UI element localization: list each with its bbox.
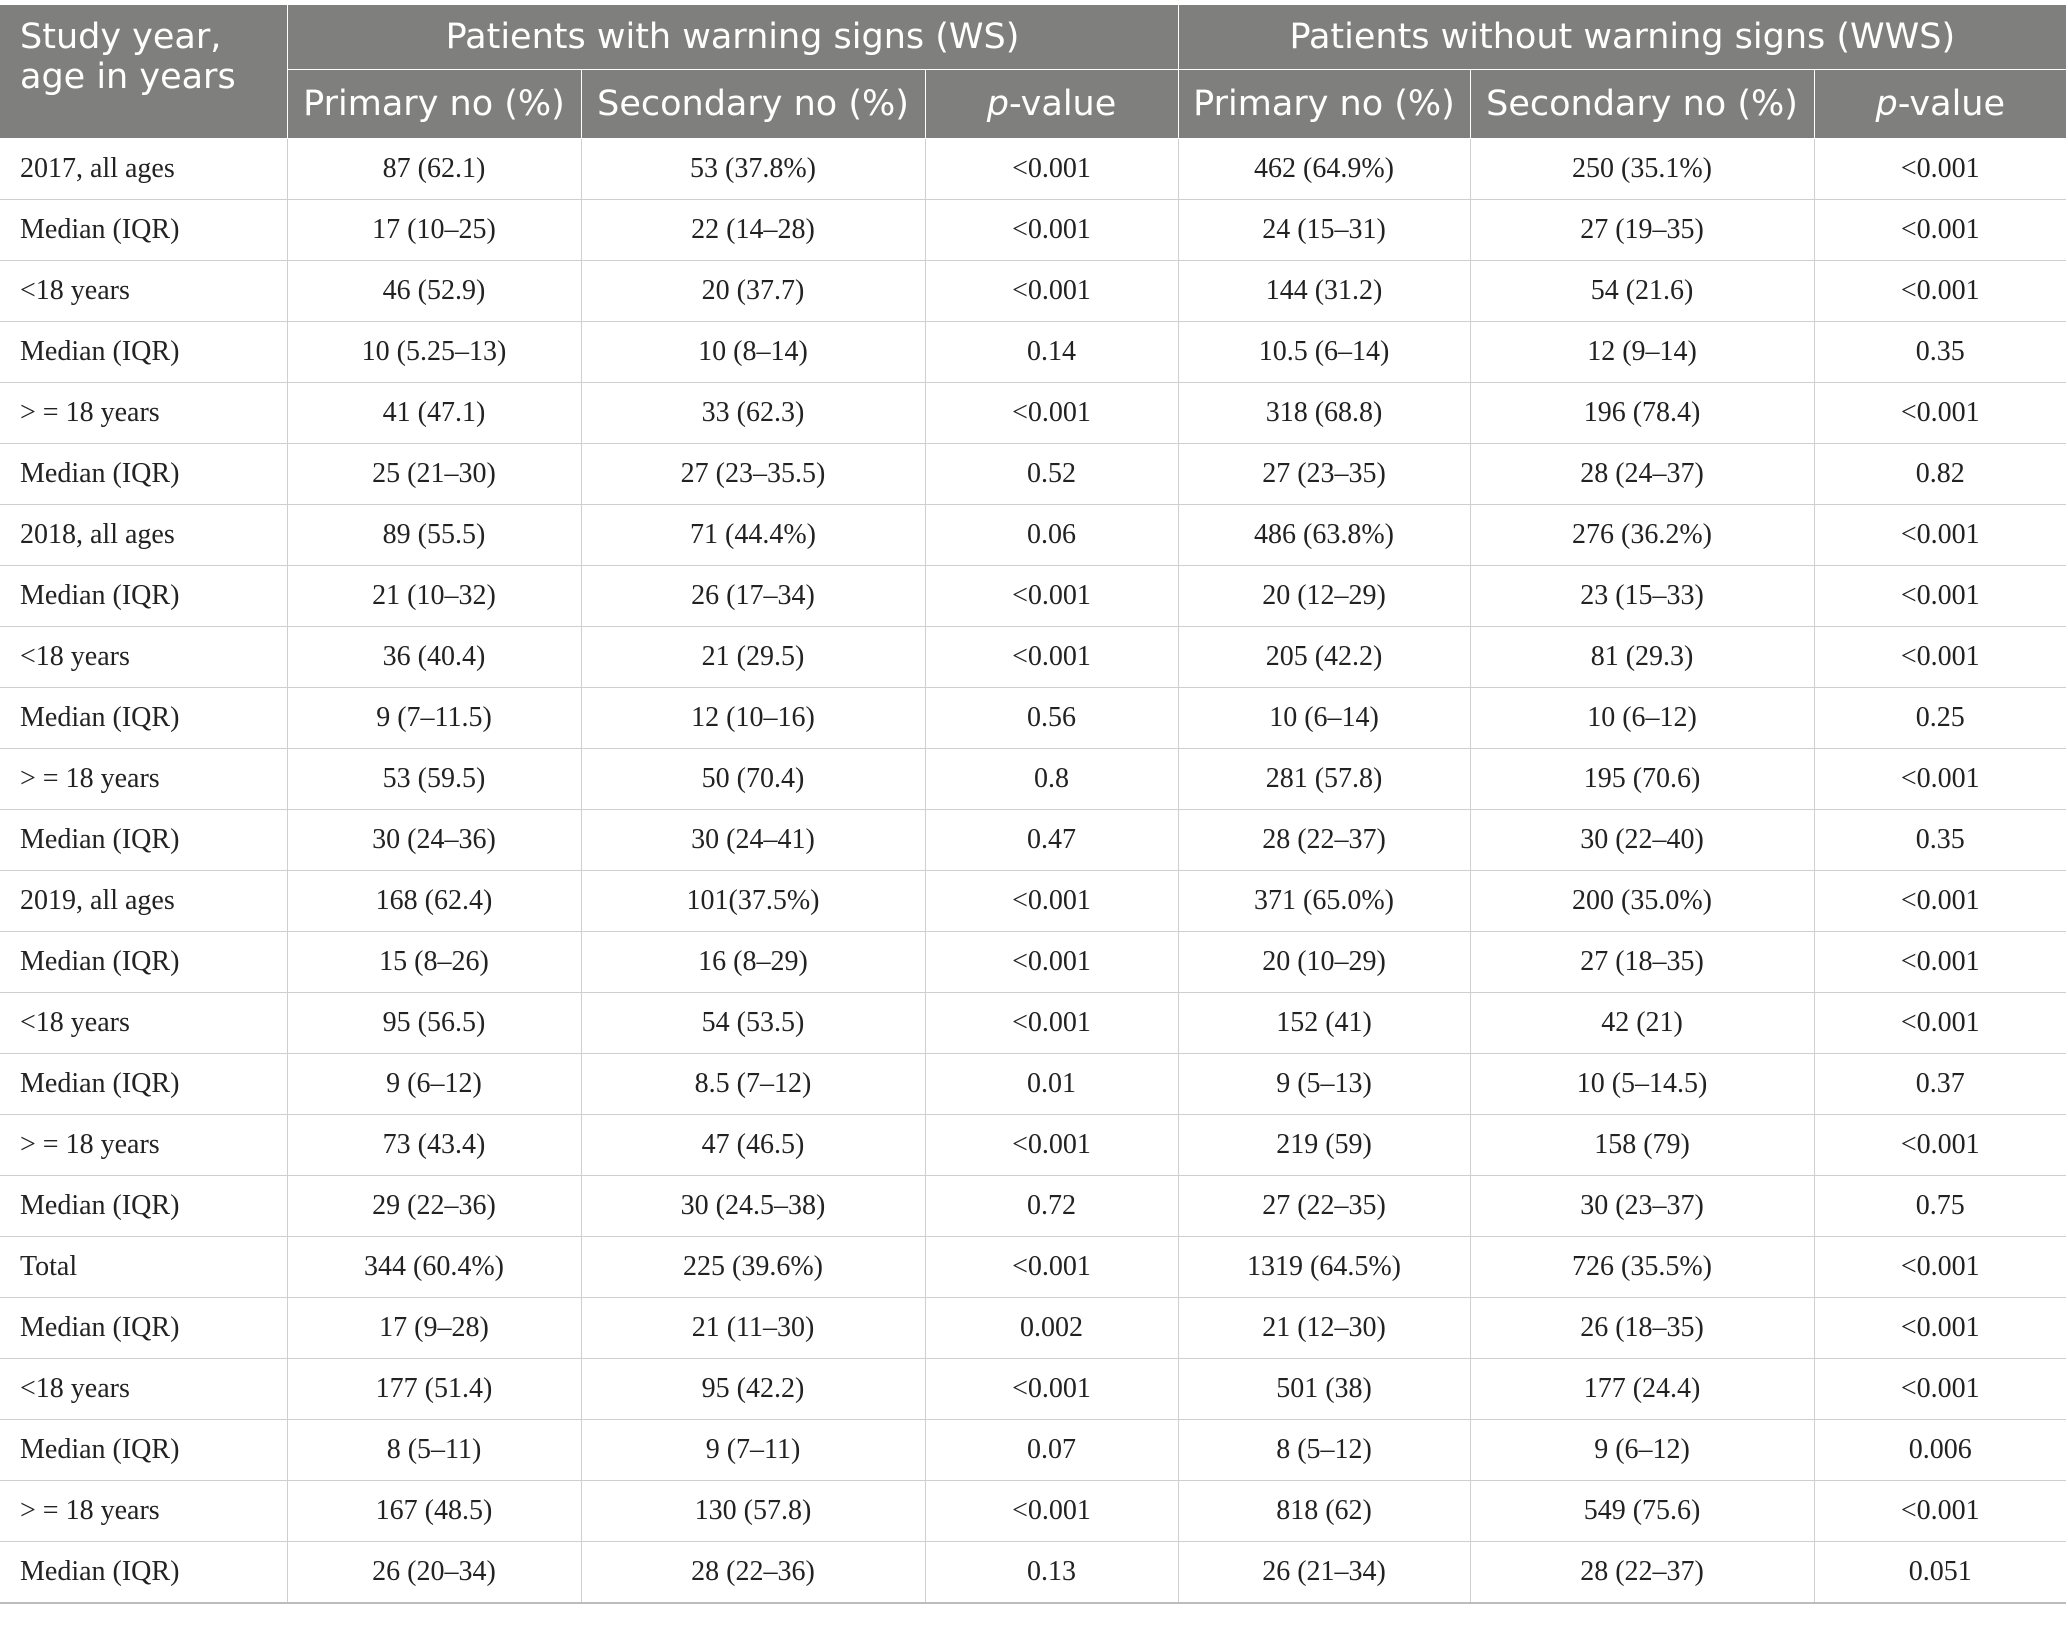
- row-label: > = 18 years: [0, 749, 287, 810]
- ws-primary-cell: 25 (21–30): [287, 444, 581, 505]
- wws-p-value-cell: <0.001: [1814, 566, 2066, 627]
- table-row: [0, 1176, 2066, 1237]
- column-header-study-year: [0, 5, 287, 139]
- ws-primary-cell: 10 (5.25–13): [287, 322, 581, 383]
- row-label: <18 years: [0, 261, 287, 322]
- row-label: > = 18 years: [0, 383, 287, 444]
- ws-p-value-cell: <0.001: [925, 200, 1178, 261]
- row-label: Total: [0, 1237, 287, 1298]
- table-row: [0, 1481, 2066, 1542]
- ws-primary-cell: 9 (6–12): [287, 1054, 581, 1115]
- ws-p-value-cell: <0.001: [925, 566, 1178, 627]
- ws-primary-cell: 53 (59.5): [287, 749, 581, 810]
- ws-p-value-cell: 0.8: [925, 749, 1178, 810]
- ws-p-value-cell: <0.001: [925, 1359, 1178, 1420]
- wws-p-value-cell: 0.006: [1814, 1420, 2066, 1481]
- wws-secondary-cell: 12 (9–14): [1470, 322, 1814, 383]
- ws-primary-cell: 15 (8–26): [287, 932, 581, 993]
- ws-p-value-cell: 0.14: [925, 322, 1178, 383]
- wws-secondary-cell: 28 (22–37): [1470, 1542, 1814, 1604]
- row-label: Median (IQR): [0, 1176, 287, 1237]
- ws-p-value-cell: <0.001: [925, 1481, 1178, 1542]
- ws-p-value-cell: 0.002: [925, 1298, 1178, 1359]
- wws-primary-cell: 486 (63.8%): [1178, 505, 1470, 566]
- wws-p-value-cell: <0.001: [1814, 139, 2066, 200]
- wws-secondary-cell: 158 (79): [1470, 1115, 1814, 1176]
- wws-primary-cell: 1319 (64.5%): [1178, 1237, 1470, 1298]
- table-row: [0, 383, 2066, 444]
- wws-p-value-cell: <0.001: [1814, 932, 2066, 993]
- ws-secondary-cell: 21 (29.5): [581, 627, 925, 688]
- ws-secondary-header: Secondary no (%): [581, 70, 925, 139]
- wws-secondary-cell: 276 (36.2%): [1470, 505, 1814, 566]
- ws-secondary-cell: 10 (8–14): [581, 322, 925, 383]
- wws-p-value-cell: 0.75: [1814, 1176, 2066, 1237]
- wws-primary-cell: 501 (38): [1178, 1359, 1470, 1420]
- wws-p-value-cell: <0.001: [1814, 627, 2066, 688]
- row-label: Median (IQR): [0, 566, 287, 627]
- ws-primary-cell: 344 (60.4%): [287, 1237, 581, 1298]
- data-table: [0, 4, 2066, 1604]
- wws-p-value-cell: <0.001: [1814, 1481, 2066, 1542]
- wws-primary-cell: 20 (10–29): [1178, 932, 1470, 993]
- ws-secondary-cell: 9 (7–11): [581, 1420, 925, 1481]
- wws-p-value-cell: <0.001: [1814, 993, 2066, 1054]
- column-header-line1: Study year,: [20, 17, 222, 57]
- ws-p-value-cell: 0.13: [925, 1542, 1178, 1604]
- wws-secondary-cell: 195 (70.6): [1470, 749, 1814, 810]
- wws-primary-cell: 8 (5–12): [1178, 1420, 1470, 1481]
- wws-primary-cell: 205 (42.2): [1178, 627, 1470, 688]
- ws-p-value-cell: 0.56: [925, 688, 1178, 749]
- row-label: 2017, all ages: [0, 139, 287, 200]
- table-row: [0, 1542, 2066, 1604]
- ws-secondary-cell: 225 (39.6%): [581, 1237, 925, 1298]
- wws-p-value-cell: <0.001: [1814, 505, 2066, 566]
- ws-secondary-cell: 8.5 (7–12): [581, 1054, 925, 1115]
- ws-p-value-cell: <0.001: [925, 1115, 1178, 1176]
- ws-primary-cell: 21 (10–32): [287, 566, 581, 627]
- ws-p-value-cell: <0.001: [925, 139, 1178, 200]
- row-label: Median (IQR): [0, 1420, 287, 1481]
- wws-p-value-cell: 0.35: [1814, 810, 2066, 871]
- wws-secondary-cell: 23 (15–33): [1470, 566, 1814, 627]
- wws-secondary-cell: 177 (24.4): [1470, 1359, 1814, 1420]
- ws-secondary-cell: 47 (46.5): [581, 1115, 925, 1176]
- wws-primary-cell: 27 (22–35): [1178, 1176, 1470, 1237]
- ws-p-value-cell: <0.001: [925, 871, 1178, 932]
- ws-p-value-cell: 0.47: [925, 810, 1178, 871]
- table-row: [0, 932, 2066, 993]
- row-label: 2018, all ages: [0, 505, 287, 566]
- ws-secondary-cell: 22 (14–28): [581, 200, 925, 261]
- ws-p-value-cell: <0.001: [925, 993, 1178, 1054]
- ws-secondary-cell: 53 (37.8%): [581, 139, 925, 200]
- wws-p-value-cell: <0.001: [1814, 1237, 2066, 1298]
- row-label: Median (IQR): [0, 810, 287, 871]
- wws-p-value-cell: <0.001: [1814, 871, 2066, 932]
- wws-secondary-cell: 196 (78.4): [1470, 383, 1814, 444]
- wws-primary-cell: 10 (6–14): [1178, 688, 1470, 749]
- wws-secondary-cell: 27 (19–35): [1470, 200, 1814, 261]
- table-row: [0, 993, 2066, 1054]
- wws-secondary-cell: 250 (35.1%): [1470, 139, 1814, 200]
- wws-primary-cell: 318 (68.8): [1178, 383, 1470, 444]
- wws-p-value-cell: 0.051: [1814, 1542, 2066, 1604]
- row-label: Median (IQR): [0, 1542, 287, 1604]
- ws-secondary-cell: 101(37.5%): [581, 871, 925, 932]
- wws-secondary-cell: 30 (22–40): [1470, 810, 1814, 871]
- wws-p-value-cell: <0.001: [1814, 1298, 2066, 1359]
- ws-secondary-cell: 20 (37.7): [581, 261, 925, 322]
- table-row: [0, 444, 2066, 505]
- table-row: [0, 261, 2066, 322]
- ws-secondary-cell: 16 (8–29): [581, 932, 925, 993]
- wws-primary-cell: 371 (65.0%): [1178, 871, 1470, 932]
- ws-primary-cell: 167 (48.5): [287, 1481, 581, 1542]
- row-label: Median (IQR): [0, 200, 287, 261]
- wws-secondary-cell: 27 (18–35): [1470, 932, 1814, 993]
- row-label: 2019, all ages: [0, 871, 287, 932]
- wws-p-value-cell: <0.001: [1814, 261, 2066, 322]
- ws-p-value-cell: 0.72: [925, 1176, 1178, 1237]
- ws-p-value-cell: 0.52: [925, 444, 1178, 505]
- ws-primary-cell: 17 (10–25): [287, 200, 581, 261]
- wws-secondary-cell: 28 (24–37): [1470, 444, 1814, 505]
- wws-secondary-cell: 200 (35.0%): [1470, 871, 1814, 932]
- ws-secondary-cell: 50 (70.4): [581, 749, 925, 810]
- row-label: > = 18 years: [0, 1115, 287, 1176]
- table-row: [0, 1298, 2066, 1359]
- row-label: Median (IQR): [0, 1054, 287, 1115]
- table-row: [0, 1359, 2066, 1420]
- ws-primary-cell: 73 (43.4): [287, 1115, 581, 1176]
- wws-secondary-cell: 30 (23–37): [1470, 1176, 1814, 1237]
- ws-primary-cell: 26 (20–34): [287, 1542, 581, 1604]
- ws-p-value-cell: 0.01: [925, 1054, 1178, 1115]
- ws-p-value-cell: <0.001: [925, 932, 1178, 993]
- ws-primary-cell: 9 (7–11.5): [287, 688, 581, 749]
- row-label: Median (IQR): [0, 322, 287, 383]
- ws-primary-header: Primary no (%): [287, 70, 581, 139]
- wws-secondary-cell: 726 (35.5%): [1470, 1237, 1814, 1298]
- ws-secondary-cell: 12 (10–16): [581, 688, 925, 749]
- ws-primary-cell: 41 (47.1): [287, 383, 581, 444]
- header-row-groups: [0, 5, 2066, 70]
- row-label: Median (IQR): [0, 688, 287, 749]
- wws-p-value-cell: 0.37: [1814, 1054, 2066, 1115]
- ws-primary-cell: 168 (62.4): [287, 871, 581, 932]
- table-row: [0, 505, 2066, 566]
- ws-secondary-cell: 33 (62.3): [581, 383, 925, 444]
- ws-primary-cell: 8 (5–11): [287, 1420, 581, 1481]
- p-letter: p: [1875, 84, 1898, 124]
- table-row: [0, 1115, 2066, 1176]
- ws-secondary-cell: 54 (53.5): [581, 993, 925, 1054]
- wws-secondary-cell: 54 (21.6): [1470, 261, 1814, 322]
- table-row: [0, 688, 2066, 749]
- row-label: Median (IQR): [0, 932, 287, 993]
- wws-primary-cell: 9 (5–13): [1178, 1054, 1470, 1115]
- table-row: [0, 627, 2066, 688]
- wws-primary-cell: 24 (15–31): [1178, 200, 1470, 261]
- row-label: Median (IQR): [0, 1298, 287, 1359]
- wws-primary-cell: 20 (12–29): [1178, 566, 1470, 627]
- ws-primary-cell: 29 (22–36): [287, 1176, 581, 1237]
- ws-p-value-cell: 0.07: [925, 1420, 1178, 1481]
- group-header-ws: Patients with warning signs (WS): [287, 5, 1178, 70]
- p-suffix: -value: [1008, 84, 1117, 124]
- ws-p-value-header: [925, 70, 1178, 139]
- wws-secondary-cell: 9 (6–12): [1470, 1420, 1814, 1481]
- wws-p-value-cell: 0.35: [1814, 322, 2066, 383]
- row-label: <18 years: [0, 627, 287, 688]
- table-body: [0, 139, 2066, 1604]
- wws-primary-cell: 219 (59): [1178, 1115, 1470, 1176]
- ws-secondary-cell: 27 (23–35.5): [581, 444, 925, 505]
- ws-primary-cell: 36 (40.4): [287, 627, 581, 688]
- wws-p-value-cell: <0.001: [1814, 749, 2066, 810]
- row-label: > = 18 years: [0, 1481, 287, 1542]
- ws-secondary-cell: 130 (57.8): [581, 1481, 925, 1542]
- ws-secondary-cell: 71 (44.4%): [581, 505, 925, 566]
- ws-primary-cell: 46 (52.9): [287, 261, 581, 322]
- table-row: [0, 1054, 2066, 1115]
- wws-p-value-cell: <0.001: [1814, 383, 2066, 444]
- table-row: [0, 1237, 2066, 1298]
- header-row-subcolumns: [0, 70, 2066, 139]
- ws-secondary-cell: 28 (22–36): [581, 1542, 925, 1604]
- wws-p-value-cell: 0.25: [1814, 688, 2066, 749]
- ws-p-value-cell: <0.001: [925, 261, 1178, 322]
- wws-p-value-cell: <0.001: [1814, 1115, 2066, 1176]
- wws-p-value-cell: <0.001: [1814, 1359, 2066, 1420]
- wws-secondary-cell: 42 (21): [1470, 993, 1814, 1054]
- wws-secondary-header: Secondary no (%): [1470, 70, 1814, 139]
- ws-p-value-cell: <0.001: [925, 627, 1178, 688]
- row-label: <18 years: [0, 993, 287, 1054]
- p-suffix: -value: [1897, 84, 2006, 124]
- wws-primary-cell: 144 (31.2): [1178, 261, 1470, 322]
- wws-primary-cell: 27 (23–35): [1178, 444, 1470, 505]
- ws-primary-cell: 95 (56.5): [287, 993, 581, 1054]
- ws-secondary-cell: 26 (17–34): [581, 566, 925, 627]
- table-row: [0, 810, 2066, 871]
- table-row: [0, 566, 2066, 627]
- table-row: [0, 200, 2066, 261]
- p-letter: p: [986, 84, 1009, 124]
- row-label: Median (IQR): [0, 444, 287, 505]
- ws-secondary-cell: 30 (24–41): [581, 810, 925, 871]
- wws-primary-cell: 26 (21–34): [1178, 1542, 1470, 1604]
- wws-secondary-cell: 549 (75.6): [1470, 1481, 1814, 1542]
- wws-secondary-cell: 81 (29.3): [1470, 627, 1814, 688]
- wws-secondary-cell: 10 (6–12): [1470, 688, 1814, 749]
- wws-secondary-cell: 10 (5–14.5): [1470, 1054, 1814, 1115]
- wws-secondary-cell: 26 (18–35): [1470, 1298, 1814, 1359]
- ws-primary-cell: 17 (9–28): [287, 1298, 581, 1359]
- wws-primary-cell: 818 (62): [1178, 1481, 1470, 1542]
- table-row: [0, 749, 2066, 810]
- ws-primary-cell: 30 (24–36): [287, 810, 581, 871]
- ws-secondary-cell: 95 (42.2): [581, 1359, 925, 1420]
- table-row: [0, 1420, 2066, 1481]
- wws-p-value-cell: <0.001: [1814, 200, 2066, 261]
- wws-primary-cell: 10.5 (6–14): [1178, 322, 1470, 383]
- column-header-line2: age in years: [20, 57, 236, 97]
- wws-primary-cell: 152 (41): [1178, 993, 1470, 1054]
- wws-p-value-header: [1814, 70, 2066, 139]
- wws-primary-header: Primary no (%): [1178, 70, 1470, 139]
- ws-primary-cell: 89 (55.5): [287, 505, 581, 566]
- wws-primary-cell: 21 (12–30): [1178, 1298, 1470, 1359]
- group-header-wws: Patients without warning signs (WWS): [1178, 5, 2066, 70]
- wws-p-value-cell: 0.82: [1814, 444, 2066, 505]
- ws-p-value-cell: <0.001: [925, 1237, 1178, 1298]
- ws-primary-cell: 87 (62.1): [287, 139, 581, 200]
- ws-p-value-cell: <0.001: [925, 383, 1178, 444]
- table-row: [0, 871, 2066, 932]
- table-row: [0, 139, 2066, 200]
- ws-secondary-cell: 30 (24.5–38): [581, 1176, 925, 1237]
- ws-secondary-cell: 21 (11–30): [581, 1298, 925, 1359]
- wws-primary-cell: 281 (57.8): [1178, 749, 1470, 810]
- wws-primary-cell: 28 (22–37): [1178, 810, 1470, 871]
- row-label: <18 years: [0, 1359, 287, 1420]
- ws-primary-cell: 177 (51.4): [287, 1359, 581, 1420]
- ws-p-value-cell: 0.06: [925, 505, 1178, 566]
- table-row: [0, 322, 2066, 383]
- wws-primary-cell: 462 (64.9%): [1178, 139, 1470, 200]
